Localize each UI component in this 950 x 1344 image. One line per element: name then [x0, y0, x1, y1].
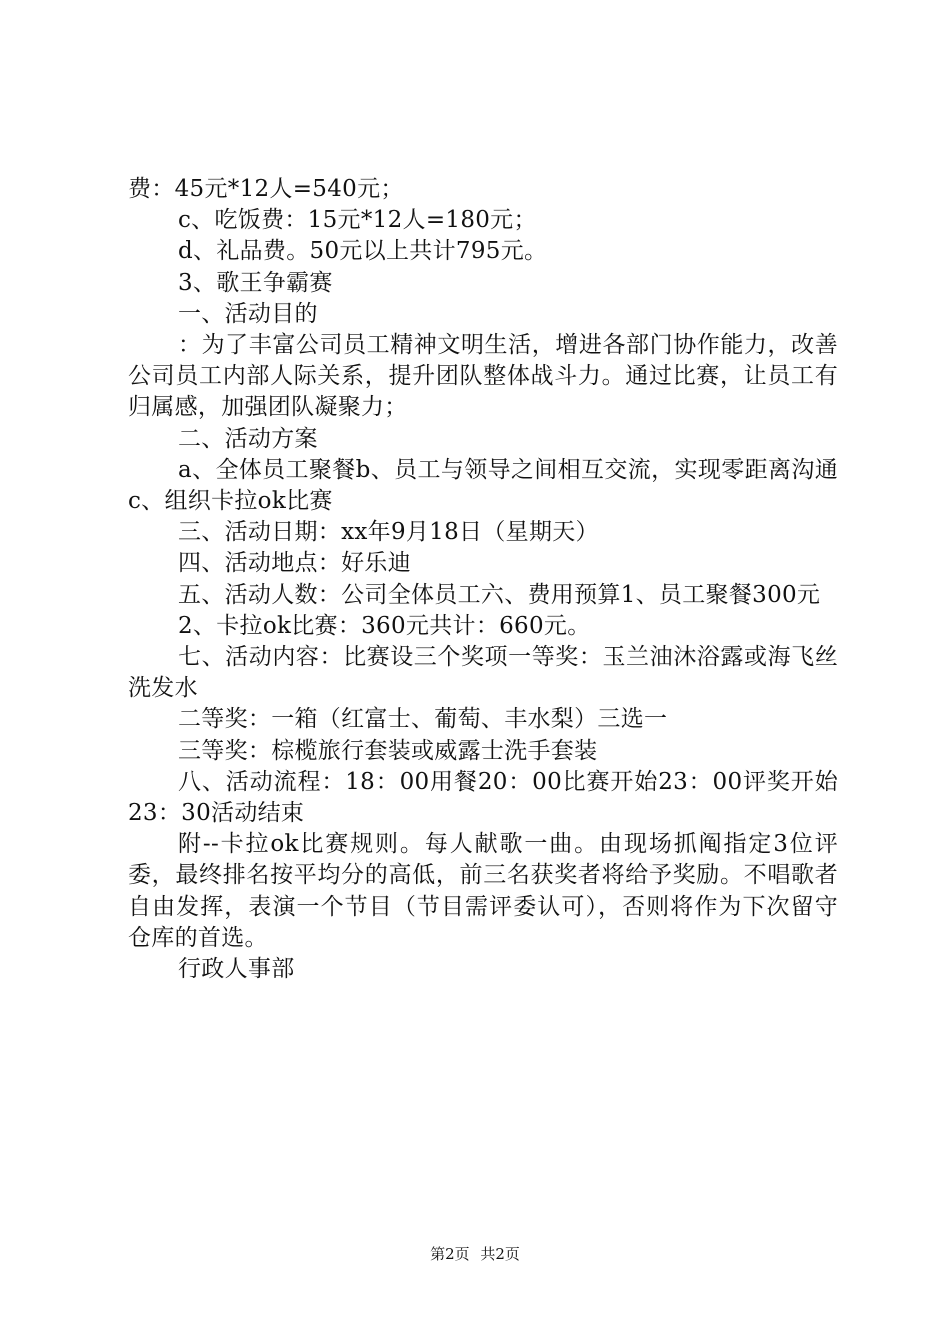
document-body — [128, 174, 838, 985]
paragraph-third-prize: 三等奖：棕榄旅行套装或威露士洗手套装 — [178, 737, 598, 764]
paragraph-karaoke-budget: 2、卡拉ok比赛：360元共计：660元。 — [178, 612, 591, 639]
page-footer — [0, 1244, 950, 1264]
paragraph-fee-continuation: 费：45元*12人=540元； — [128, 176, 404, 202]
paragraph-contest-content: 七、活动内容：比赛设三个奖项一等奖：玉兰油沐浴露或海飞丝洗发水 — [128, 644, 838, 702]
paragraph-purpose: ：为了丰富公司员工精神文明生活，增进各部门协作能力，改善公司员工内部人际关系，提升团队整体战斗力。通过比赛，让员工有归属感，加强团队凝聚力； — [128, 332, 838, 421]
paragraph-department-signature: 行政人事部 — [178, 956, 295, 983]
paragraph-plan: a、全体员工聚餐b、员工与领导之间相互交流，实现零距离沟通c、组织卡拉ok比赛 — [128, 456, 838, 515]
page-number-total: 共2页 — [480, 1245, 520, 1263]
paragraph-date: 三、活动日期：xx年9月18日（星期天） — [178, 519, 599, 546]
paragraph-second-prize: 二等奖：一箱（红富士、葡萄、丰水梨）三选一 — [178, 706, 668, 733]
paragraph-meal-fee: c、吃饭费：15元*12人=180元； — [178, 207, 537, 234]
paragraph-location: 四、活动地点：好乐迪 — [178, 550, 411, 577]
section-heading-purpose: 一、活动目的 — [178, 300, 318, 327]
paragraph-participants-budget: 五、活动人数：公司全体员工六、费用预算1、员工聚餐300元 — [178, 581, 821, 608]
paragraph-gift-fee: d、礼品费。50元以上共计795元。 — [178, 238, 548, 265]
paragraph-rules: 附--卡拉ok比赛规则。每人献歌一曲。由现场抓阄指定3位评委，最终排名按平均分的高低，前三名获奖者将给予奖励。不唱歌者自由发挥，表演一个节目（节目需评委认可），否则将作为下次留守仓库的首选。 — [128, 831, 838, 951]
page-number-current: 第2页 — [430, 1245, 470, 1263]
section-heading-plan: 二、活动方案 — [178, 425, 318, 452]
section-heading-singing-contest: 3、歌王争霸赛 — [178, 269, 333, 296]
paragraph-schedule: 八、活动流程：18：00用餐20：00比赛开始23：00评奖开始23：30活动结束 — [128, 768, 838, 827]
